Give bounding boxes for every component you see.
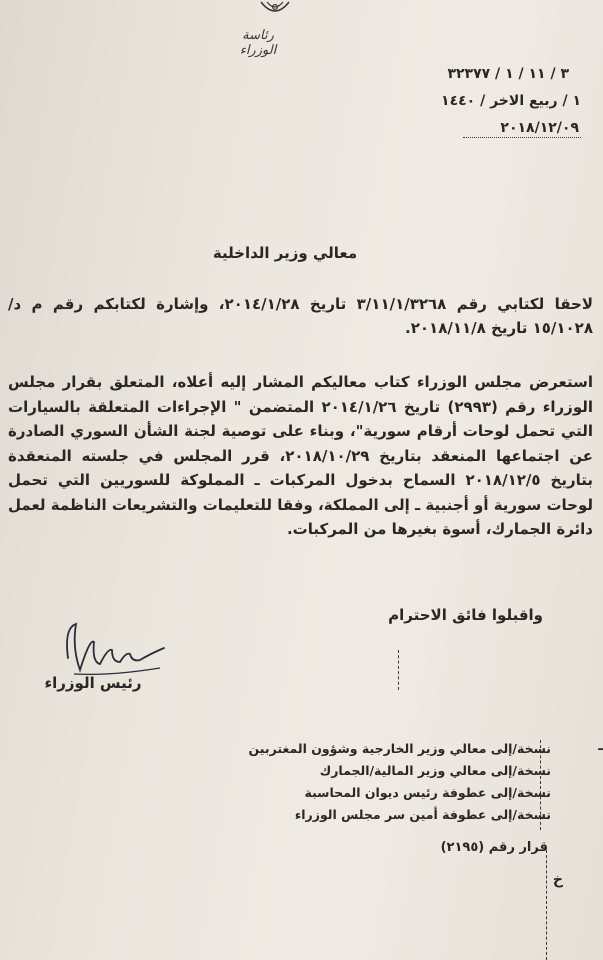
crown-emblem-icon <box>258 0 292 18</box>
body-paragraph-1: لاحقا لكتابي رقم ٣/١١/١/٣٢٦٨ تاريخ ٢٠١٤/١/٢٨، وإشارة لكتابكم رقم م د/١٥/١٠٢٨ تاريخ ٢٠١٨/١١/٨. <box>8 295 593 337</box>
reference-number: ٣ / ١١ / ١ / ٣٢٣٧٧ <box>447 66 569 82</box>
body-paragraph-2: استعرض مجلس الوزراء كتاب معاليكم المشار إليه أعلاه، المتعلق بقرار مجلس الوزراء رقم (٢٩٩٣) تاريخ ٢٠١٤/١/٢٦ المتضمن " الإجراءات المتعلقة بالسيارات التي تحمل لوحات أرقام سورية"، وبناء على توصية لجنة الشأن السوري الصادرة عن اجتماعها المنعقد بتاريخ ٢٠١٨/١٠/٢٩، قرر المجلس في جلسته المنعقدة بتاريخ ٢٠١٨/١٢/٥ السماح بدخول المركبات ـ المملوكة للسوريين التي تحمل لوحات سورية أو أجنبية ـ إلى المملكة، وفقا للتعليمات والتشريعات الناظمة لعمل دائرة الجمارك، أسوة بغيرها من المركبات. <box>8 373 593 538</box>
office-letterhead: رئاسة الوزراء <box>239 28 277 58</box>
margin-line-3 <box>546 850 547 960</box>
date-underline <box>463 137 581 139</box>
margin-line-1 <box>398 650 399 690</box>
handwritten-signature <box>60 618 170 680</box>
decision-number: قرار رقم (٢١٩٥) <box>440 840 548 855</box>
copy-item: نسخة/إلى معالي وزير الخارجية وشؤون المغتربين <box>248 741 551 756</box>
margin-mark: ـ <box>598 738 603 754</box>
hijri-date: ١ / ربيع الاخر / ١٤٤٠ <box>441 93 581 109</box>
margin-initial: خ <box>552 872 563 888</box>
signer-title: رئيس الوزراء <box>44 674 142 692</box>
copy-item: نسخة/إلى عطوفة أمين سر مجلس الوزراء <box>294 807 551 822</box>
gregorian-date: ٢٠١٨/١٢/٠٩ <box>500 120 579 136</box>
copies-list <box>221 738 551 826</box>
copy-item: نسخة/إلى عطوفة رئيس ديوان المحاسبة <box>304 785 551 800</box>
addressee: معالي وزير الداخلية <box>212 244 358 262</box>
copy-item: نسخة/إلى معالي وزير المالية/الجمارك <box>319 763 551 778</box>
closing-salutation: واقبلوا فائق الاحترام <box>388 606 543 624</box>
